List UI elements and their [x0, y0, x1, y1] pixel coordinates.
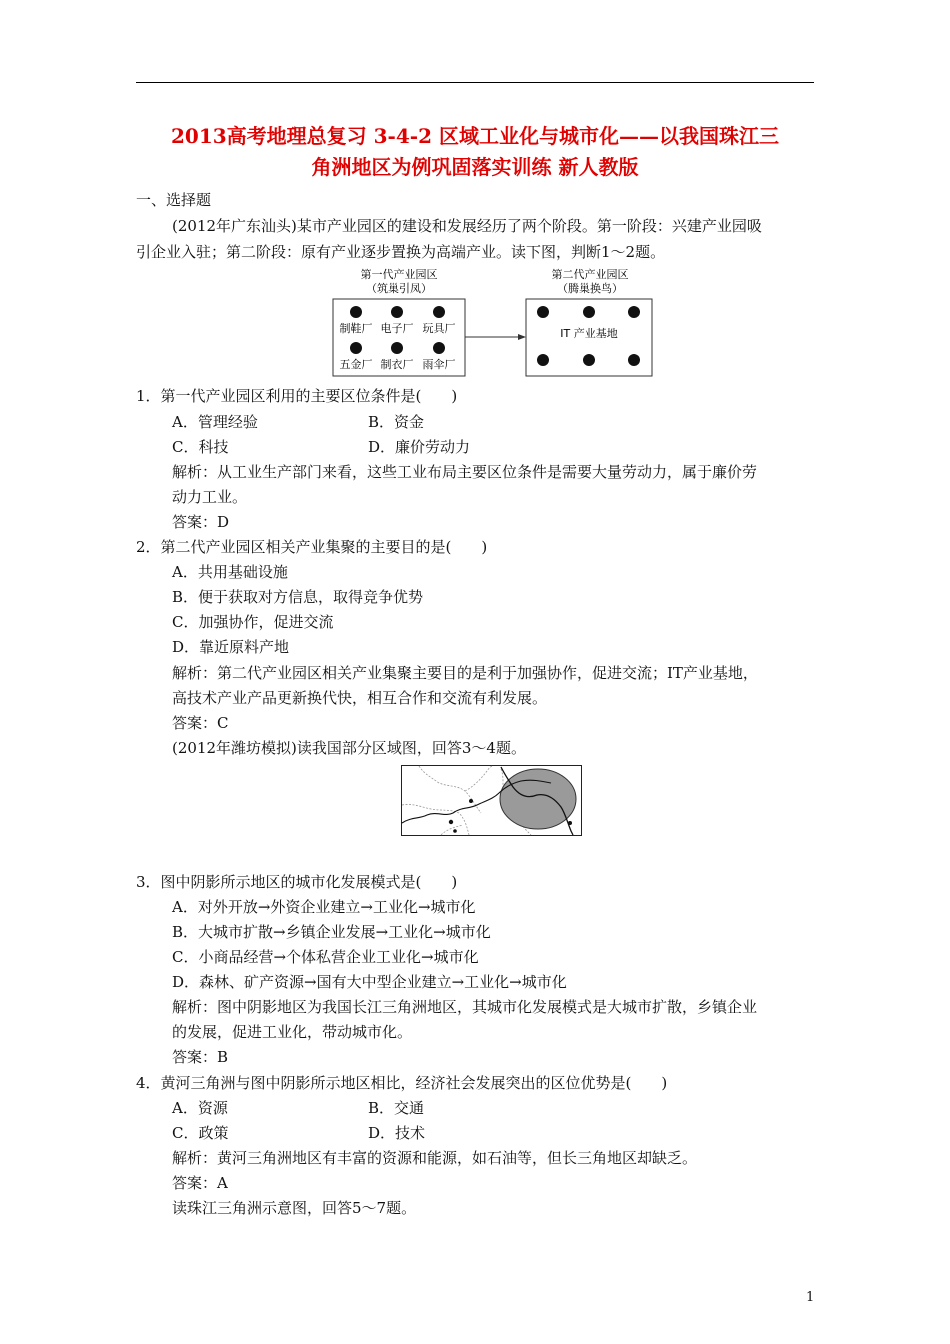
section-heading: 一、选择题 [136, 191, 212, 209]
factory-label: 制衣厂 [380, 358, 414, 371]
q1-option-c: C．科技 [172, 438, 229, 456]
fig1-right-subtitle: （腾巢换鸟） [557, 282, 623, 295]
q4-answer: 答案：A [172, 1174, 228, 1192]
fig1-left-subtitle: （筑巢引凤） [366, 282, 432, 295]
q1-answer: 答案：D [172, 513, 230, 531]
q2-answer: 答案：C [172, 714, 229, 732]
q4-option-b: B．交通 [368, 1099, 425, 1117]
q2-analysis-line-2: 高技术产业产品更新换代快，相互合作和交流有利发展。 [172, 689, 548, 707]
fig1-left-title: 第一代产业园区 [360, 268, 438, 281]
intro-1-line-2: 引企业入驻；第二阶段：原有产业逐步置换为高端产业。读下图，判断1～2题。 [136, 243, 666, 261]
enterprise-dot [628, 306, 640, 318]
enterprise-dot [537, 306, 549, 318]
factory-dot [350, 342, 362, 354]
document-title-line-1: 2013高考地理总复习 3-4-2 区域工业化与城市化——以我国珠江三 [171, 124, 779, 148]
q2-stem: 2．第二代产业园区相关产业集聚的主要目的是( ) [136, 538, 488, 556]
factory-label: 五金厂 [339, 358, 373, 371]
q4-option-c: C．政策 [172, 1124, 229, 1142]
q2-analysis-line-1: 解析：第二代产业园区相关产业集聚主要目的是利于加强协作，促进交流；IT产业基地， [172, 664, 758, 682]
arrow-head-icon [518, 334, 526, 340]
intro-3: 读珠江三角洲示意图，回答5～7题。 [172, 1199, 417, 1217]
factory-label: 玩具厂 [422, 322, 456, 335]
page-number: 1 [806, 1290, 815, 1305]
q3-option-b: B．大城市扩散→乡镇企业发展→工业化→城市化 [172, 923, 491, 941]
q1-option-b: B．资金 [368, 413, 425, 431]
intro-2: (2012年潍坊模拟)读我国部分区域图，回答3～4题。 [172, 739, 526, 757]
city-dot [453, 829, 457, 833]
q2-option-b: B．便于获取对方信息，取得竞争优势 [172, 588, 424, 606]
q3-analysis-line-1: 解析：图中阴影地区为我国长江三角洲地区，其城市化发展模式是大城市扩散，乡镇企业 [172, 998, 758, 1016]
q3-option-d: D．森林、矿产资源→国有大中型企业建立→工业化→城市化 [172, 973, 567, 991]
city-dot [469, 799, 473, 803]
q2-option-c: C．加强协作，促进交流 [172, 613, 334, 631]
factory-label: 制鞋厂 [339, 322, 373, 335]
q3-analysis-line-2: 的发展，促进工业化，带动城市化。 [172, 1023, 413, 1041]
city-dot [449, 820, 453, 824]
fig1-right-title: 第二代产业园区 [551, 268, 629, 281]
q4-option-d: D．技术 [368, 1124, 426, 1142]
q3-answer: 答案：B [172, 1048, 229, 1066]
q4-stem: 4．黄河三角洲与图中阴影所示地区相比，经济社会发展突出的区位优势是( ) [136, 1074, 668, 1092]
enterprise-dot [537, 354, 549, 366]
q3-option-a: A．对外开放→外资企业建立→工业化→城市化 [172, 898, 476, 916]
document-title-line-2: 角洲地区为例巩固落实训练 新人教版 [311, 155, 639, 179]
factory-dot [433, 342, 445, 354]
q1-analysis-line-2: 动力工业。 [172, 488, 248, 506]
city-dot [568, 821, 572, 825]
intro-1-line-1: (2012年广东汕头)某市产业园区的建设和发展经历了两个阶段。第一阶段：兴建产业园吸 [172, 217, 762, 235]
factory-dot [433, 306, 445, 318]
industrial-park-diagram [325, 265, 655, 380]
yangtze-delta-shaded-region [500, 769, 576, 829]
q3-stem: 3．图中阴影所示地区的城市化发展模式是( ) [136, 873, 458, 891]
enterprise-dot [628, 354, 640, 366]
q1-option-d: D．廉价劳动力 [368, 438, 471, 456]
factory-label: 电子厂 [380, 322, 414, 335]
header-rule [136, 82, 814, 83]
q2-option-d: D．靠近原料产地 [172, 638, 290, 656]
factory-label: 雨伞厂 [422, 358, 456, 371]
it-base-label: IT 产业基地 [560, 327, 618, 340]
enterprise-dot [583, 306, 595, 318]
enterprise-dot [583, 354, 595, 366]
q1-analysis-line-1: 解析：从工业生产部门来看，这些工业布局主要区位条件是需要大量劳动力，属于廉价劳 [172, 463, 758, 481]
factory-dot [391, 306, 403, 318]
q2-option-a: A．共用基础设施 [172, 563, 288, 581]
q1-option-a: A．管理经验 [172, 413, 258, 431]
q1-stem: 1．第一代产业园区利用的主要区位条件是( ) [136, 387, 458, 405]
factory-dot [350, 306, 362, 318]
q3-option-c: C．小商品经营→个体私营企业工业化→城市化 [172, 948, 479, 966]
regional-map [401, 765, 583, 837]
factory-dot [391, 342, 403, 354]
q4-option-a: A．资源 [172, 1099, 228, 1117]
q4-analysis: 解析：黄河三角洲地区有丰富的资源和能源，如石油等，但长三角地区却缺乏。 [172, 1149, 698, 1167]
